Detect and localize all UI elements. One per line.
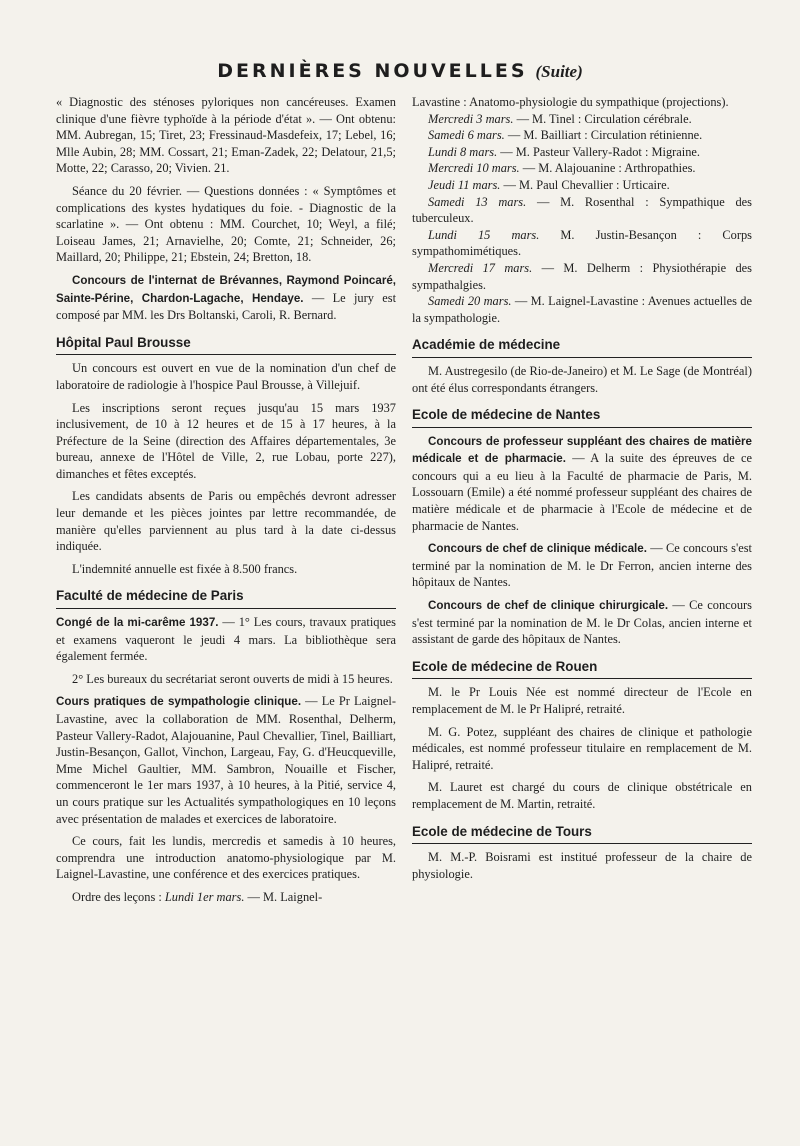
lesson-date: Lundi 1er mars. <box>164 889 245 904</box>
lesson-text: — M. Bailliart : Circulation rétinienne. <box>504 128 703 143</box>
paragraph: M. G. Potez, suppléant des chaires de clinique et pathologie médicales, est nommé professeur titulaire en remplacement de M. Halipré, retraité. <box>412 724 752 772</box>
lesson-text: — M. Alajouanine : Arthropathies. <box>519 161 696 176</box>
left-column <box>56 94 396 912</box>
paragraph: M. Lauret est chargé du cours de clinique obstétricale en remplacement de M. Martin, retraité. <box>412 780 752 811</box>
paragraph: Séance du 20 février. — Questions données : « Symptômes et complications des kystes hydatiques du foie. - Diagnostic de la scarlatine ». — Ont obtenu : MM. Courchet, 10; Weyl, a filé; Loiseau James, 21; Arnavielhe, 20; Comte, 21; Schneider, 26; Maillard, 20; Philippe, 21; Ebstein, 24; Bretton, 18. <box>56 183 396 265</box>
lesson-date: Lundi 15 mars. <box>428 227 540 242</box>
paragraph: Un concours est ouvert en vue de la nomination d'un chef de laboratoire de radiologie à l'hospice Paul Brousse, à Villejuif. <box>56 361 396 392</box>
lesson-date: Samedi 20 mars. <box>428 294 512 309</box>
lesson-text: — M. Rosenthal : Sympathique des tuberculeux. <box>412 194 753 226</box>
paragraph <box>56 693 396 827</box>
section-heading-brousse: Hôpital Paul Brousse <box>56 335 396 356</box>
lesson-item <box>412 293 752 326</box>
paragraph: Lavastine : Anatomo-physiologie du sympathique (projections). <box>412 95 729 109</box>
paragraph <box>412 540 752 591</box>
right-column <box>412 94 752 888</box>
paragraph <box>412 433 752 535</box>
lesson-text: — M. Laignel-Lavastine : Avenues actuelles de la sympathologie. <box>412 294 752 325</box>
lesson-item <box>412 111 752 128</box>
section-heading-rouen: Ecole de médecine de Rouen <box>412 659 752 680</box>
lesson-item <box>412 177 752 194</box>
paragraph: Les inscriptions seront reçues jusqu'au 15 mars 1937 inclusivement, de 10 à 12 heures et de 15 à 17 heures, à la Préfecture de la Seine (direction des Affaires départementales, 3e bureau, annexe de l'Hôtel de Ville, 2, rue Lobau, porte 227), dimanches et fêtes exceptés. <box>56 400 396 481</box>
paragraph <box>56 614 396 665</box>
lesson-date: Mercredi 10 mars. <box>428 161 520 176</box>
page-header <box>0 60 800 82</box>
subheading: Concours de professeur suppléant des chaires de matière médicale et de pharmacie. <box>412 434 752 466</box>
paragraph-text: — 1° Les cours, travaux pratiques et examens vaqueront le jeudi 4 mars. La bibliothèque sera également fermée. <box>56 615 396 664</box>
lesson-date: Samedi 13 mars. <box>428 194 527 209</box>
lesson-text: — M. Paul Chevallier : Urticaire. <box>500 177 670 192</box>
paragraph-text: — A la suite des épreuves de ce concours qui a eu lieu à la Faculté de pharmacie de Paris, M. Lossouarn (Emile) a été nommé professeur suppléant des chaires de matière médicale et de pharmacie à l'Ecole de médecine et de pharmacie de Nantes. <box>412 451 752 533</box>
lesson-item <box>412 144 752 161</box>
page-title: DERNIÈRES NOUVELLES <box>217 60 528 82</box>
paragraph-text: — Le Pr Laignel-Lavastine, avec la collaboration de MM. Rosenthal, Delherm, Pasteur Vallery-Radot, Alajouanine, Paul Chevallier, Tinel, Bailliart, Justin-Besançon, Gallot, Vinchon, Largeau, Fay, G. d'Heucqueville, Mme Michel Gaultier, MM. Sambron, Nouaille et Fischer, commenceront le 1er mars 1937, à 10 heures, à la Pitié, service 4, un cours pratique sur les Actualités sympathologiques en 10 leçons avec présentation de malades et exercices de laboratoire. <box>56 694 396 826</box>
paragraph-text: Ordre des leçons : <box>72 889 165 904</box>
lesson-date: Jeudi 11 mars. <box>428 177 501 192</box>
lesson-item <box>412 260 752 293</box>
paragraph: Les candidats absents de Paris ou empêchés devront adresser leur demande et les pièces jointes par lettre recommandée, de manière qu'elles parviennent au plus tard à la date ci-dessus indiquée. <box>56 489 396 554</box>
paragraph <box>56 889 396 906</box>
lesson-date: Samedi 6 mars. <box>428 128 505 143</box>
paragraph <box>412 597 752 648</box>
lesson-item <box>412 194 752 227</box>
lesson-text: — M. Delherm : Physiothérapie des sympathalgies. <box>412 260 752 292</box>
subheading: Congé de la mi-carême 1937. <box>56 616 219 630</box>
lesson-item <box>412 160 752 177</box>
paragraph-text: — Le jury est composé par MM. les Drs Boltanski, Caroli, R. Bernard. <box>56 290 397 323</box>
paragraph <box>56 272 396 324</box>
lesson-item <box>412 127 752 144</box>
lesson-date: Lundi 8 mars. <box>428 144 498 159</box>
subheading: Concours de chef de clinique médicale. <box>428 542 647 556</box>
lesson-text: — M. Tinel : Circulation cérébrale. <box>513 111 692 126</box>
section-heading-nantes: Ecole de médecine de Nantes <box>412 407 752 428</box>
paragraph: Ce cours, fait les lundis, mercredis et samedis à 10 heures, comprendra une introduction anatomo-physiologique par M. Laignel-Lavastine, une conférence et des exercices pratiques. <box>56 834 396 882</box>
lesson-text: M. Justin-Besançon : Corps sympathomimétiques. <box>412 227 752 259</box>
paragraph-text: — Ce concours s'est terminé par la nomination de M. le Dr Colas, ancien interne et assistant de garde des hôpitaux de Nantes. <box>412 598 752 647</box>
lesson-date: Mercredi 17 mars. <box>428 260 533 275</box>
paragraph: M. Austregesilo (de Rio-de-Janeiro) et M. Le Sage (de Montréal) ont été élus correspondants étrangers. <box>412 363 752 395</box>
paragraph-text: — Ce concours s'est terminé par la nomination de M. le Dr Ferron, ancien interne des hôpitaux de Nantes. <box>412 541 752 590</box>
lesson-schedule <box>412 111 752 327</box>
paragraph: L'indemnité annuelle est fixée à 8.500 francs. <box>72 561 298 576</box>
paragraph-text: — M. Laignel- <box>244 889 323 904</box>
section-heading-faculte: Faculté de médecine de Paris <box>56 588 396 609</box>
section-heading-academie: Académie de médecine <box>412 337 752 358</box>
paragraph: 2° Les bureaux du secrétariat seront ouverts de midi à 15 heures. <box>72 671 393 686</box>
section-heading-tours: Ecole de médecine de Tours <box>412 824 752 845</box>
lesson-item <box>412 227 752 260</box>
subheading: Cours pratiques de sympathologie clinique. <box>56 695 302 709</box>
lesson-date: Mercredi 3 mars. <box>428 111 514 126</box>
page-title-suite: (Suite) <box>535 62 583 81</box>
paragraph: M. M.-P. Boisrami est institué professeur de la chaire de physiologie. <box>412 850 752 881</box>
lesson-text: — M. Pasteur Vallery-Radot : Migraine. <box>497 144 701 159</box>
subheading: Concours de chef de clinique chirurgicale. <box>428 599 669 613</box>
paragraph: M. le Pr Louis Née est nommé directeur de l'Ecole en remplacement de M. le Pr Halipré, retraité. <box>412 685 752 716</box>
paragraph: « Diagnostic des sténoses pyloriques non cancéreuses. Examen clinique d'une fièvre typhoïde à la période d'état ». — Ont obtenu: MM. Aubregan, 15; Tiret, 23; Fressinaud-Masdefeix, 17; Lebel, 16; Mlle Aubin, 28; MM. Cossart, 21; Eman-Zadek, 22; Delatour, 21,5; Motte, 22; Carasso, 20; Vivien. 21. <box>56 95 396 176</box>
subheading: Concours de l'internat de Brévannes, Raymond Poincaré, Sainte-Périne, Chardon-Lagache, Hendaye. <box>56 273 396 305</box>
